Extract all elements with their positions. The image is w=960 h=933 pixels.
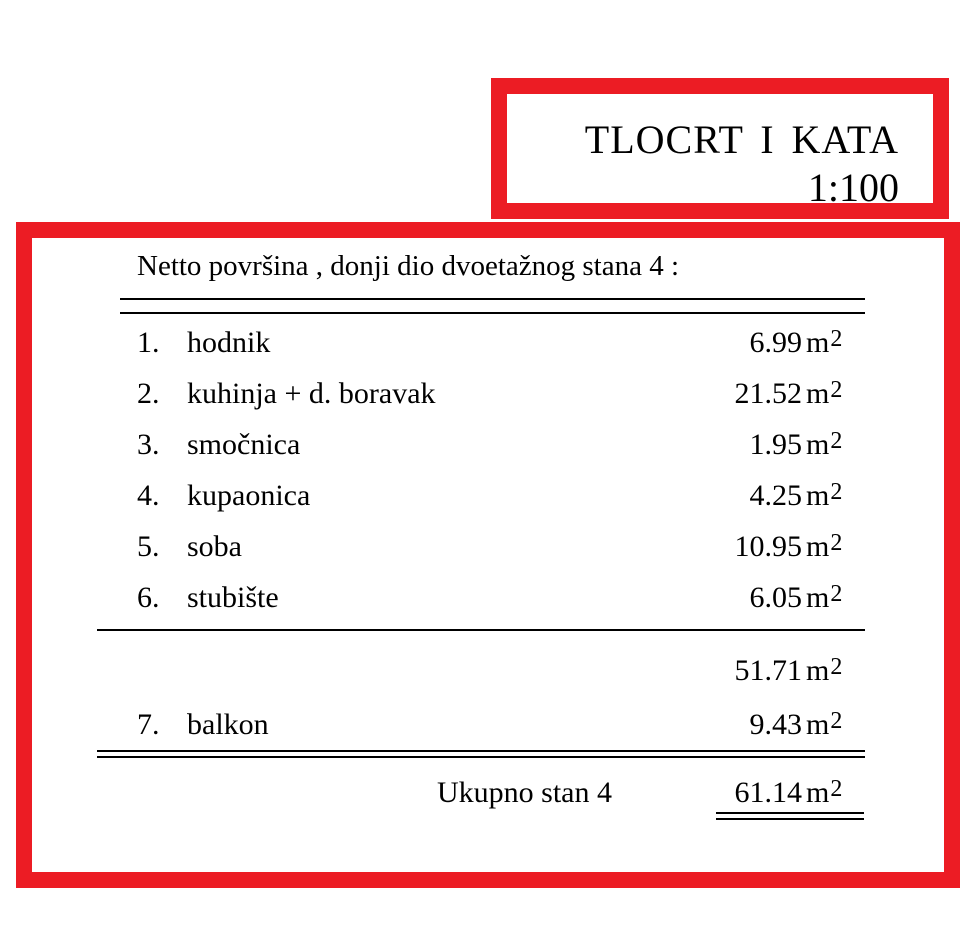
subtotal-area: 51.71 [734, 654, 802, 687]
room-area: 6.05 [749, 581, 802, 614]
subtotal-rule [97, 629, 865, 631]
area-unit: $m^2$ [806, 326, 843, 359]
room-name: smočnica [187, 428, 301, 461]
total-underline-top [716, 812, 864, 814]
row-number: 1. [137, 326, 160, 359]
area-unit: $m^2$ [806, 581, 843, 614]
table-heading: Netto površina , donji dio dvoetažnog stana 4 : [137, 250, 680, 282]
total-label: Ukupno stan 4 [437, 776, 612, 809]
area-unit: $m^2$ [806, 428, 843, 461]
total-area: 61.14 [734, 776, 802, 809]
heading-rule-top [120, 298, 865, 300]
room-area: 4.25 [749, 479, 802, 512]
subtotal-row [0, 654, 960, 694]
total-rule-top [97, 750, 865, 752]
table-row [0, 377, 960, 417]
area-unit: $m^2$ [806, 776, 843, 809]
row-number: 4. [137, 479, 160, 512]
area-unit: $m^2$ [806, 530, 843, 563]
room-name: balkon [187, 708, 269, 741]
room-area: 9.43 [749, 708, 802, 741]
row-number: 2. [137, 377, 160, 410]
title-frame [491, 78, 949, 219]
row-number: 3. [137, 428, 160, 461]
room-area: 1.95 [749, 428, 802, 461]
table-row [0, 428, 960, 468]
drawing-title: TLOCRT I KATA [584, 117, 899, 162]
room-area: 10.95 [734, 530, 802, 563]
row-number: 6. [137, 581, 160, 614]
heading-rule-bottom [120, 312, 865, 314]
room-name: hodnik [187, 326, 271, 359]
area-unit: $m^2$ [806, 708, 843, 741]
room-area: 6.99 [749, 326, 802, 359]
area-unit: $m^2$ [806, 654, 843, 687]
total-rule-bottom [97, 756, 865, 758]
room-name: kuhinja + d. boravak [187, 377, 436, 410]
table-row [0, 479, 960, 519]
row-number: 7. [137, 708, 160, 741]
total-underline-bottom [716, 818, 864, 820]
room-name: kupaonica [187, 479, 311, 512]
row-number: 5. [137, 530, 160, 563]
area-unit: $m^2$ [806, 479, 843, 512]
table-row [0, 326, 960, 366]
area-unit: $m^2$ [806, 377, 843, 410]
total-row [0, 776, 960, 816]
room-name: stubište [187, 581, 279, 614]
table-row [0, 581, 960, 621]
drawing-scale: 1:100 [807, 165, 899, 210]
table-row [0, 708, 960, 748]
room-name: soba [187, 530, 242, 563]
table-row [0, 530, 960, 570]
room-area: 21.52 [734, 377, 802, 410]
